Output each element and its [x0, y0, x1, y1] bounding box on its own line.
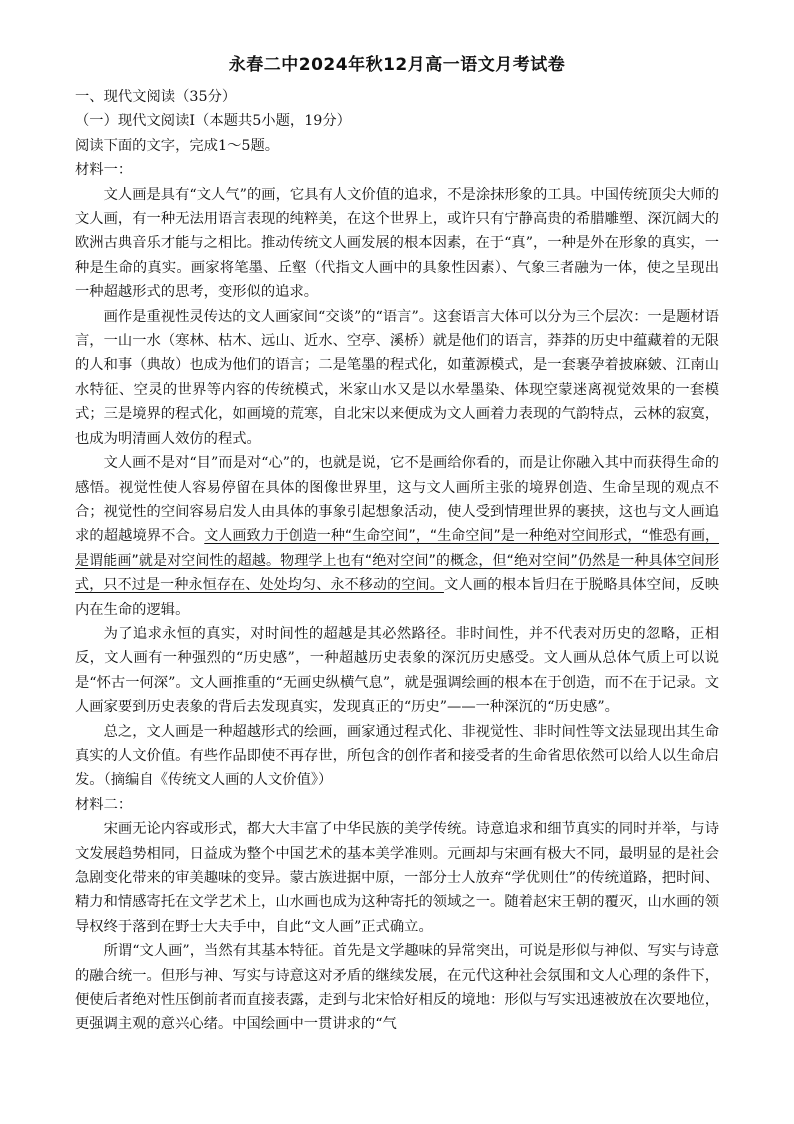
instruction-text: 阅读下面的文字，完成1～5题。 [75, 137, 280, 154]
paragraph-3-lead-text: 文人画不是对“目”而是对“心”的，也就是说，它不是画给你看的，而是让你融入其中而获得生命的感悟。视觉性使人容易停留在具体的图像世界里，这与文人画所主张的境界创造、生命呈现的观点不合；视觉性的空间容易启发人由具体的事象引起想象活动，使人受到情理世界的裹挟，这也与文人画追求的超越境界不合。 [75, 455, 719, 545]
exam-page [75, 52, 719, 1037]
exam-title: 永春二中2024年秋12月高一语文月考试卷 [228, 55, 566, 75]
material-one-paragraph-5: 总之，文人画是一种超越形式的绘画，画家通过程式化、非视觉性、非时间性等文法显现出其生命真实的人文价值。有些作品即使不再存世，所包含的创作者和接受者的生命省思依然可以给人以生命启发。（摘编自《传统文人画的人文价值》） [75, 723, 719, 789]
material-two-label: 材料二： [75, 796, 133, 813]
material-two-paragraph-2: 所谓“文人画”，当然有其基本特征。首先是文学趣味的异常突出，可说是形似与神似、写实与诗意的融合统一。但形与神、写实与诗意这对矛盾的继续发展，在元代这种社会氛围和文人心理的条件下，便使后者绝对性压倒前者而直接表露，走到与北宋恰好相反的境地：形似与写实迅速被放在次要地位，更强调主观的意兴心绪。中国绘画中一贯讲求的“气 [75, 943, 719, 1033]
material-one-paragraph-2: 画作是重视性灵传达的文人画家间“交谈”的“语言”。这套语言大体可以分为三个层次：一是题材语言，一山一水（寒林、枯木、远山、近水、空亭、溪桥）就是他们的语言，莽莽的历史中蕴藏着的无限的人和事（典故）也成为他们的语言；二是笔墨的程式化，如董源模式，是一套裹孕着披麻皴、江南山水特征、空灵的世界等内容的传统模式，米家山水又是以水晕墨染、体现空蒙迷离视觉效果的一套模式；三是境界的程式化，如画境的荒寒，自北宋以来便成为文人画着力表现的气韵特点，云林的寂寞，也成为明清画人效仿的程式。 [75, 308, 719, 447]
underlined-passage: 文人画致力于创造一种“生命空间”，“生命空间”是一种绝对空间形式，“惟恐有画，是谓能画”就是对空间性的超越。物理学上也有“绝对空间”的概念，但“绝对空间”仍然是一种具体空间形式，只不过是一种永恒存在、处处均匀、永不移动的空间。 [75, 528, 720, 594]
material-one-paragraph-3 [75, 451, 719, 622]
paragraph-3-tail-text: 文人画的根本旨归在于脱略具体空间，反映内在生命的逻辑。 [75, 577, 720, 618]
material-one-paragraph-1: 文人画是具有“文人气”的画，它具有人文价值的追求，不是涂抹形象的工具。中国传统顶尖大师的文人画，有一种无法用语言表现的纯粹美，在这个世界上，或许只有宁静高贵的希腊雕塑、深沉阔大的欧洲古典音乐才能与之相比。推动传统文人画发展的根本因素，在于“真”，一种是外在形象的真实，一种是生命的真实。画家将笔墨、丘壑（代指文人画中的具象性因素）、气象三者融为一体，使之呈现出一种超越形式的思考，变形似的追求。 [75, 186, 719, 301]
subsection-heading: （一）现代文阅读Ⅰ（本题共5小题，19分） [75, 113, 351, 130]
material-two-paragraph-1: 宋画无论内容或形式，都大大丰富了中华民族的美学传统。诗意追求和细节真实的同时并举，与诗文发展趋势相同，日益成为整个中国艺术的基本美学准则。元画却与宋画有极大不同，最明显的是社会急剧变化带来的审美趣味的变异。蒙古族进据中原，一部分士人放弃“学优则仕”的传统道路，把时间、精力和情感寄托在文学艺术上，山水画也成为这种寄托的领域之一。随着赵宋王朝的覆灭，山水画的领导权终于落到在野士大夫手中，自此“文人画”正式确立。 [75, 821, 719, 935]
material-one-label: 材料一： [75, 162, 133, 179]
material-one-paragraph-4: 为了追求永恒的真实，对时间性的超越是其必然路径。非时间性，并不代表对历史的忽略，正相反，文人画有一种强烈的“历史感”，一种超越历史表象的深沉历史感受。文人画从总体气质上可以说是“怀古一何深”。文人画推重的“无画史纵横气息”，就是强调绘画的根本在于创造，而不在于记录。文人画家要到历史表象的背后去发现真实，发现真正的“历史”——一种深沉的“历史感”。 [75, 625, 719, 716]
section-heading: 一、现代文阅读（35分） [75, 89, 237, 105]
